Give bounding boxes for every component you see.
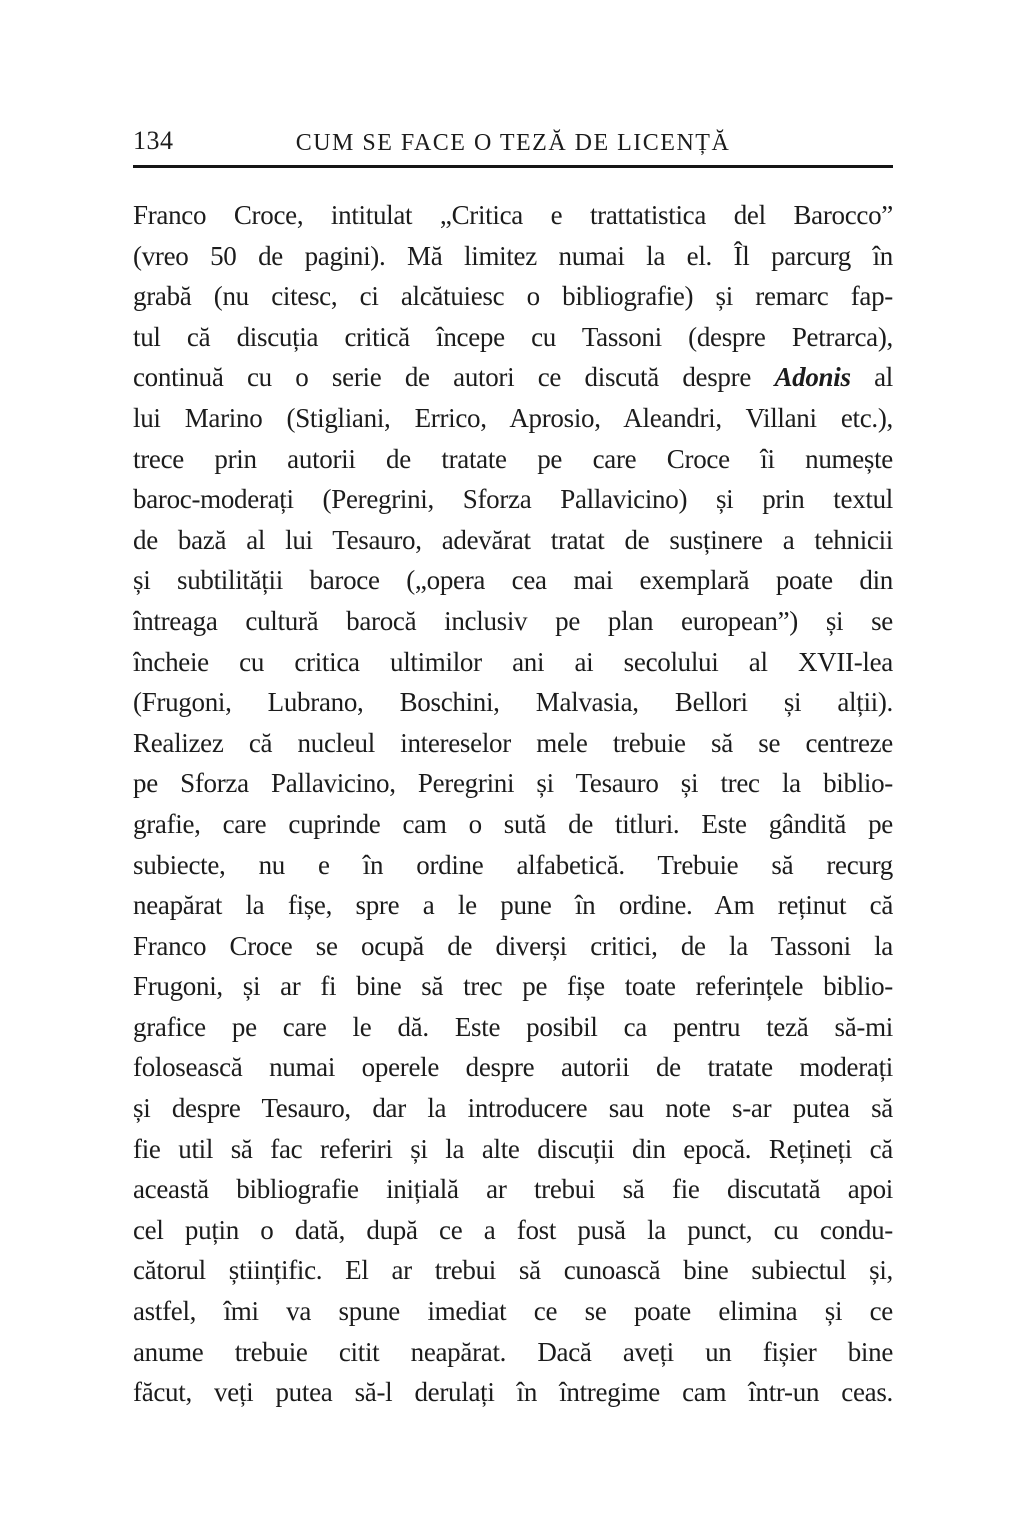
- text-segment: pe Sforza Pallavicino, Peregrini și Tesauro și trec la biblio-: [133, 768, 893, 799]
- text-line: [133, 398, 893, 439]
- text-segment: al: [850, 362, 893, 393]
- text-line: [133, 845, 893, 886]
- body-text: [133, 195, 893, 1413]
- text-line: [133, 966, 893, 1007]
- text-segment: tul că discuția critică începe cu Tassoni (despre Petrarca),: [133, 321, 893, 352]
- book-page: [133, 0, 893, 1413]
- text-segment: grafice pe care le dă. Este posibil ca pentru teză să-mi: [133, 1011, 893, 1042]
- text-line: [133, 682, 893, 723]
- text-segment: lui Marino (Stigliani, Errico, Aprosio, Aleandri, Villani etc.),: [133, 402, 893, 433]
- text-segment: Frugoni, și ar fi bine să trec pe fișe toate referințele biblio-: [133, 971, 893, 1002]
- text-segment: subiecte, nu e în ordine alfabetică. Trebuie să recurg: [133, 849, 893, 880]
- text-line: [133, 357, 893, 398]
- text-line: [133, 1372, 893, 1413]
- text-line: [133, 1047, 893, 1088]
- text-segment: anume trebuie citit neapărat. Dacă aveți un fișier bine: [133, 1336, 893, 1367]
- text-segment: astfel, îmi va spune imediat ce se poate elimina și ce: [133, 1296, 893, 1327]
- text-line: [133, 885, 893, 926]
- text-segment: continuă cu o serie de autori ce discută despre: [133, 362, 775, 393]
- text-line: [133, 1129, 893, 1170]
- text-line: [133, 1250, 893, 1291]
- text-segment: neapărat la fișe, spre a le pune în ordine. Am reținut că: [133, 890, 893, 921]
- text-line: [133, 926, 893, 967]
- text-line: [133, 276, 893, 317]
- text-segment: grafie, care cuprinde cam o sută de titluri. Este gândită pe: [133, 808, 893, 839]
- text-segment: grabă (nu citesc, ci alcătuiesc o bibliografie) și remarc fap-: [133, 281, 893, 312]
- text-line: [133, 317, 893, 358]
- text-segment: cel puțin o dată, după ce a fost pusă la punct, cu condu-: [133, 1214, 893, 1245]
- text-line: [133, 479, 893, 520]
- text-segment: această bibliografie inițială ar trebui să fie discutată apoi: [133, 1174, 893, 1205]
- text-segment: întreaga cultură barocă inclusiv pe plan european”) și se: [133, 605, 893, 636]
- text-segment: făcut, veți putea să-l derulați în întregime cam într-un ceas.: [133, 1377, 893, 1408]
- text-segment: și despre Tesauro, dar la introducere sau note s-ar putea să: [133, 1093, 893, 1124]
- text-line: [133, 1088, 893, 1129]
- text-segment: fie util să fac referiri și la alte discuții din epocă. Rețineți că: [133, 1133, 893, 1164]
- text-line: [133, 439, 893, 480]
- text-line: [133, 520, 893, 561]
- text-line: [133, 1169, 893, 1210]
- page-number: 134: [133, 126, 174, 155]
- text-line: [133, 804, 893, 845]
- text-segment: Realizez că nucleul intereselor mele trebuie să se centreze: [133, 727, 893, 758]
- text-line: [133, 1332, 893, 1373]
- running-header: [133, 126, 893, 158]
- text-segment: folosească numai operele despre autorii de tratate moderați: [133, 1052, 893, 1083]
- text-line: [133, 723, 893, 764]
- text-segment: (vreo 50 de pagini). Mă limitez numai la el. Îl parcurg în: [133, 240, 893, 271]
- text-line: [133, 195, 893, 236]
- text-segment: Franco Croce, intitulat „Critica e trattatistica del Barocco”: [133, 200, 893, 230]
- text-segment: încheie cu critica ultimilor ani ai secolului al XVII-lea: [133, 646, 893, 677]
- text-line: [133, 642, 893, 683]
- text-line: [133, 1210, 893, 1251]
- text-line: [133, 1007, 893, 1048]
- text-segment: trece prin autorii de tratate pe care Croce îi numește: [133, 443, 893, 474]
- header-rule: [133, 165, 893, 168]
- text-line: [133, 763, 893, 804]
- text-segment: (Frugoni, Lubrano, Boschini, Malvasia, Bellori și alții).: [133, 687, 893, 718]
- text-segment: și subtilității baroce („opera cea mai exemplară poate din: [133, 565, 893, 596]
- text-segment: Franco Croce se ocupă de diverși critici, de la Tassoni la: [133, 930, 893, 961]
- text-line: [133, 236, 893, 277]
- emphasized-text: Adonis: [774, 362, 851, 393]
- text-line: [133, 1291, 893, 1332]
- text-line: [133, 601, 893, 642]
- text-line: [133, 560, 893, 601]
- text-segment: de bază al lui Tesauro, adevărat tratat de susținere a tehnicii: [133, 524, 893, 555]
- text-segment: baroc-moderați (Peregrini, Sforza Pallavicino) și prin textul: [133, 484, 893, 515]
- text-segment: cătorul științific. El ar trebui să cunoască bine subiectul și,: [133, 1255, 893, 1286]
- running-title: CUM SE FACE O TEZĂ DE LICENȚĂ: [295, 130, 731, 156]
